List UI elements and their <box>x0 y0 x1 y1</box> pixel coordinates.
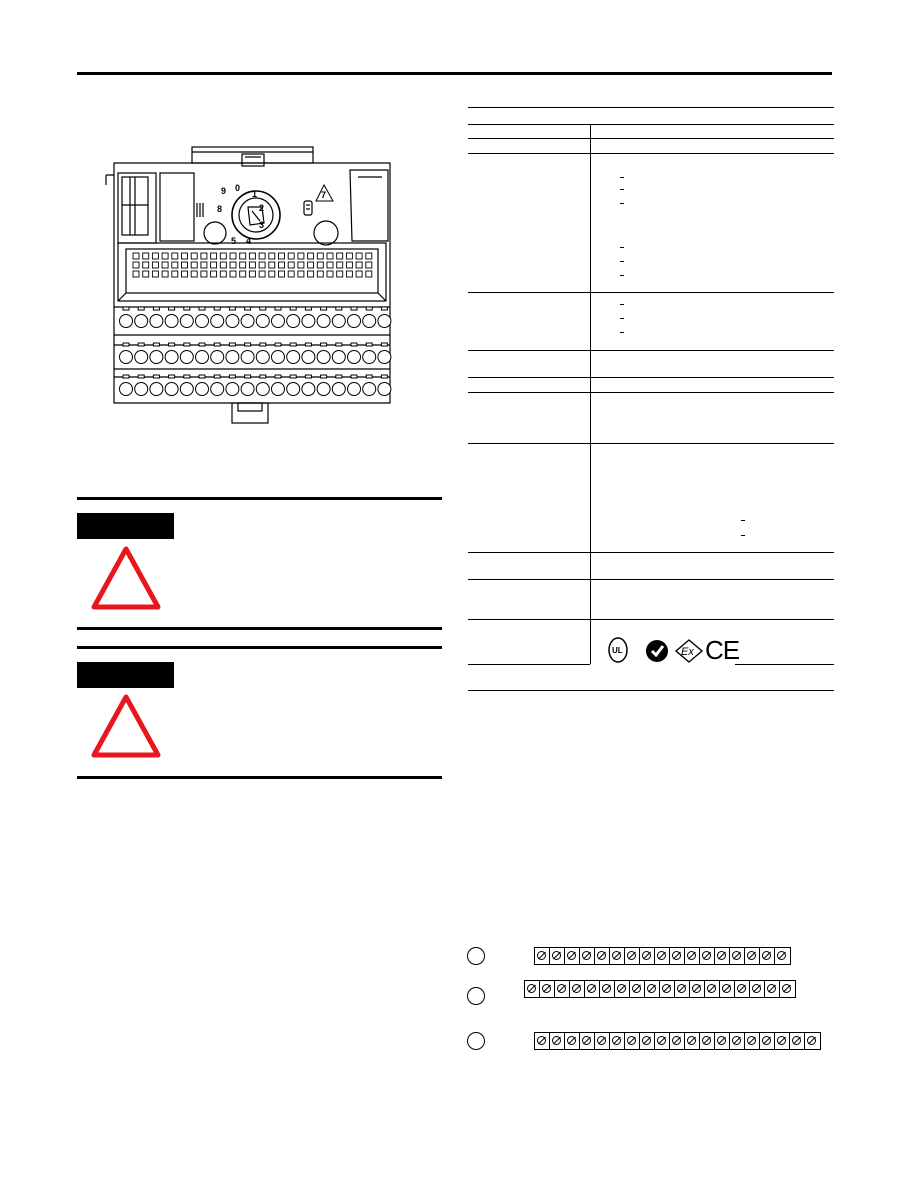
dial-digit-0: 0 <box>235 183 241 193</box>
svg-text:Ex: Ex <box>681 646 694 658</box>
terminal-screw <box>625 1033 640 1049</box>
terminal-screw <box>595 948 610 964</box>
terminal-screw <box>535 1033 550 1049</box>
terminal-screw <box>730 948 745 964</box>
terminal-screw <box>585 981 600 997</box>
terminal-screw <box>790 1033 805 1049</box>
dial-digit-8: 8 <box>217 204 223 214</box>
terminal-screw <box>655 1033 670 1049</box>
terminal-screw <box>600 981 615 997</box>
svg-text:UL: UL <box>612 646 623 655</box>
terminal-screw <box>715 1033 730 1049</box>
dial-digit-1: 1 <box>252 189 258 199</box>
terminal-screw <box>580 1033 595 1049</box>
terminal-screw <box>655 948 670 964</box>
terminal-screw <box>565 1033 580 1049</box>
terminal-screw <box>615 981 630 997</box>
terminal-screw <box>685 1033 700 1049</box>
terminal-screw <box>645 981 660 997</box>
terminal-screw <box>775 948 790 964</box>
terminal-screw <box>745 948 760 964</box>
terminal-screw <box>705 981 720 997</box>
ce-mark-icon: CE <box>705 635 740 665</box>
terminal-screw <box>670 948 685 964</box>
terminal-screw <box>565 948 580 964</box>
terminal-screw <box>700 1033 715 1049</box>
terminal-screw <box>640 948 655 964</box>
terminal-screw <box>805 1033 820 1049</box>
dial-digit-5: 5 <box>231 236 237 246</box>
terminal-screw <box>735 981 750 997</box>
terminal-screw <box>540 981 555 997</box>
terminal-screw <box>630 981 645 997</box>
terminal-screw <box>610 948 625 964</box>
terminal-screw <box>550 948 565 964</box>
dial-digit-4: 4 <box>246 236 252 246</box>
terminal-row-a-marker <box>467 947 485 965</box>
terminal-strip-a <box>534 947 791 965</box>
ex-mark-icon <box>674 638 704 664</box>
terminal-screw <box>610 1033 625 1049</box>
terminal-screw <box>775 1033 790 1049</box>
terminal-screw <box>555 981 570 997</box>
terminal-screw <box>675 981 690 997</box>
terminal-screw <box>760 948 775 964</box>
terminal-screw <box>670 1033 685 1049</box>
terminal-screw <box>640 1033 655 1049</box>
terminal-screw <box>580 948 595 964</box>
terminal-screw <box>720 981 735 997</box>
terminal-screw <box>525 981 540 997</box>
terminal-screw <box>745 1033 760 1049</box>
terminal-screw <box>535 948 550 964</box>
dial-digit-3: 3 <box>259 220 265 230</box>
svg-text:7: 7 <box>321 190 327 200</box>
terminal-strip-c <box>534 1032 821 1050</box>
terminal-screw <box>715 948 730 964</box>
terminal-row-b-marker <box>467 987 485 1005</box>
warning-triangle-icon <box>90 691 162 761</box>
ul-mark-icon <box>607 636 629 664</box>
terminal-row-c-marker <box>467 1032 485 1050</box>
terminal-screw <box>730 1033 745 1049</box>
c-tick-icon <box>645 639 669 663</box>
terminal-screw <box>660 981 675 997</box>
terminal-screw <box>690 981 705 997</box>
terminal-screw <box>750 981 765 997</box>
terminal-screw <box>595 1033 610 1049</box>
terminal-screw <box>570 981 585 997</box>
dial-digit-9: 9 <box>221 186 227 196</box>
dial-digit-2: 2 <box>259 203 265 213</box>
terminal-screw <box>765 981 780 997</box>
terminal-screw <box>700 948 715 964</box>
terminal-screw <box>625 948 640 964</box>
terminal-screw <box>685 948 700 964</box>
terminal-screw <box>760 1033 775 1049</box>
terminal-screw <box>780 981 795 997</box>
terminal-screw <box>550 1033 565 1049</box>
caution-bottom-rule <box>77 776 442 779</box>
terminal-strip-b <box>524 980 796 998</box>
